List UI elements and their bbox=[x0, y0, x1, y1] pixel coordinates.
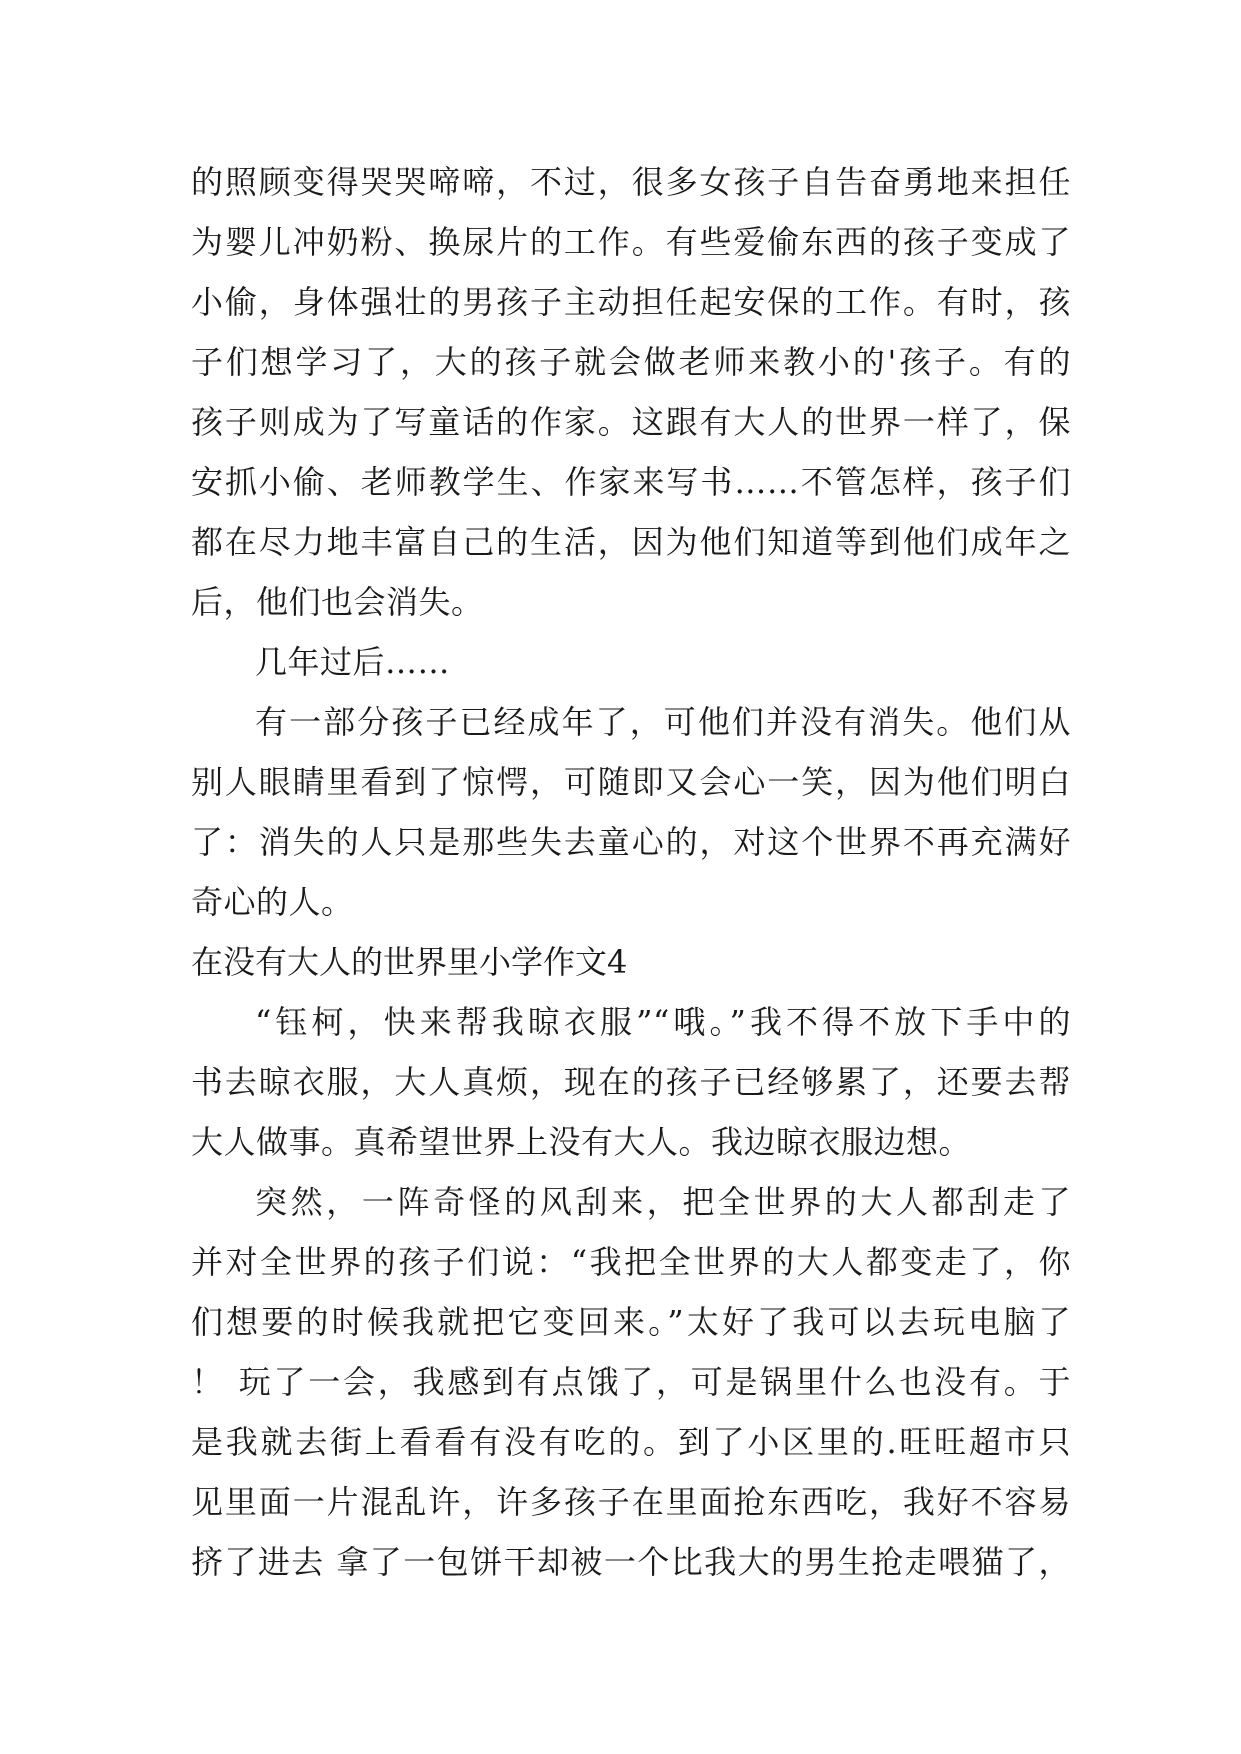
text-line: 后，他们也会消失。 bbox=[191, 583, 484, 621]
text-line: 都在尽力地丰富自己的生活，因为他们知道等到他们成年之 bbox=[191, 523, 1071, 561]
text-line: 大人做事。真希望世界上没有大人。我边晾衣服边想。 bbox=[191, 1123, 972, 1161]
text-line: 孩子则成为了写童话的作家。这跟有大人的世界一样了，保 bbox=[191, 403, 1071, 441]
text-line: 了：消失的人只是那些失去童心的，对这个世界不再充满好 bbox=[191, 823, 1071, 861]
text-line: 安抓小偷、老师教学生、作家来写书……不管怎样，孩子们 bbox=[191, 463, 1071, 501]
text-line: 小偷，身体强壮的男孩子主动担任起安保的工作。有时，孩 bbox=[191, 283, 1071, 321]
text-line: 子们想学习了，大的孩子就会做老师来教小的'孩子。有的 bbox=[191, 343, 1071, 381]
text-line: 并对全世界的孩子们说：“我把全世界的大人都变走了，你 bbox=[191, 1243, 1071, 1281]
text-line: 挤了进去 拿了一包饼干却被一个比我大的男生抢走喂猫了， bbox=[191, 1543, 1071, 1581]
text-line: 突然，一阵奇怪的风刮来，把全世界的大人都刮走了 bbox=[255, 1183, 1071, 1221]
text-line: 有一部分孩子已经成年了，可他们并没有消失。他们从 bbox=[255, 703, 1071, 741]
text-line: “钰柯，快来帮我晾衣服”“哦。”我不得不放下手中的 bbox=[255, 1003, 1071, 1041]
text-line: 奇心的人。 bbox=[191, 883, 354, 921]
text-line: 见里面一片混乱许，许多孩子在里面抢东西吃，我好不容易 bbox=[191, 1483, 1071, 1521]
text-line: 的照顾变得哭哭啼啼，不过，很多女孩子自告奋勇地来担任 bbox=[191, 163, 1071, 201]
text-line: 书去晾衣服，大人真烦，现在的孩子已经够累了，还要去帮 bbox=[191, 1063, 1071, 1101]
text-line: 们想要的时候我就把它变回来。”太好了我可以去玩电脑了 bbox=[191, 1303, 1071, 1341]
text-line: 为婴儿冲奶粉、换尿片的工作。有些爱偷东西的孩子变成了 bbox=[191, 223, 1071, 261]
text-line: ！ 玩了一会，我感到有点饿了，可是锅里什么也没有。于 bbox=[191, 1363, 1071, 1401]
text-line: 别人眼睛里看到了惊愕，可随即又会心一笑，因为他们明白 bbox=[191, 763, 1071, 801]
document-body bbox=[191, 152, 1071, 1592]
text-line: 是我就去街上看看有没有吃的。到了小区里的.旺旺超市只 bbox=[191, 1423, 1071, 1461]
text-line: 几年过后…… bbox=[255, 643, 451, 681]
section-heading: 在没有大人的世界里小学作文4 bbox=[191, 943, 628, 981]
